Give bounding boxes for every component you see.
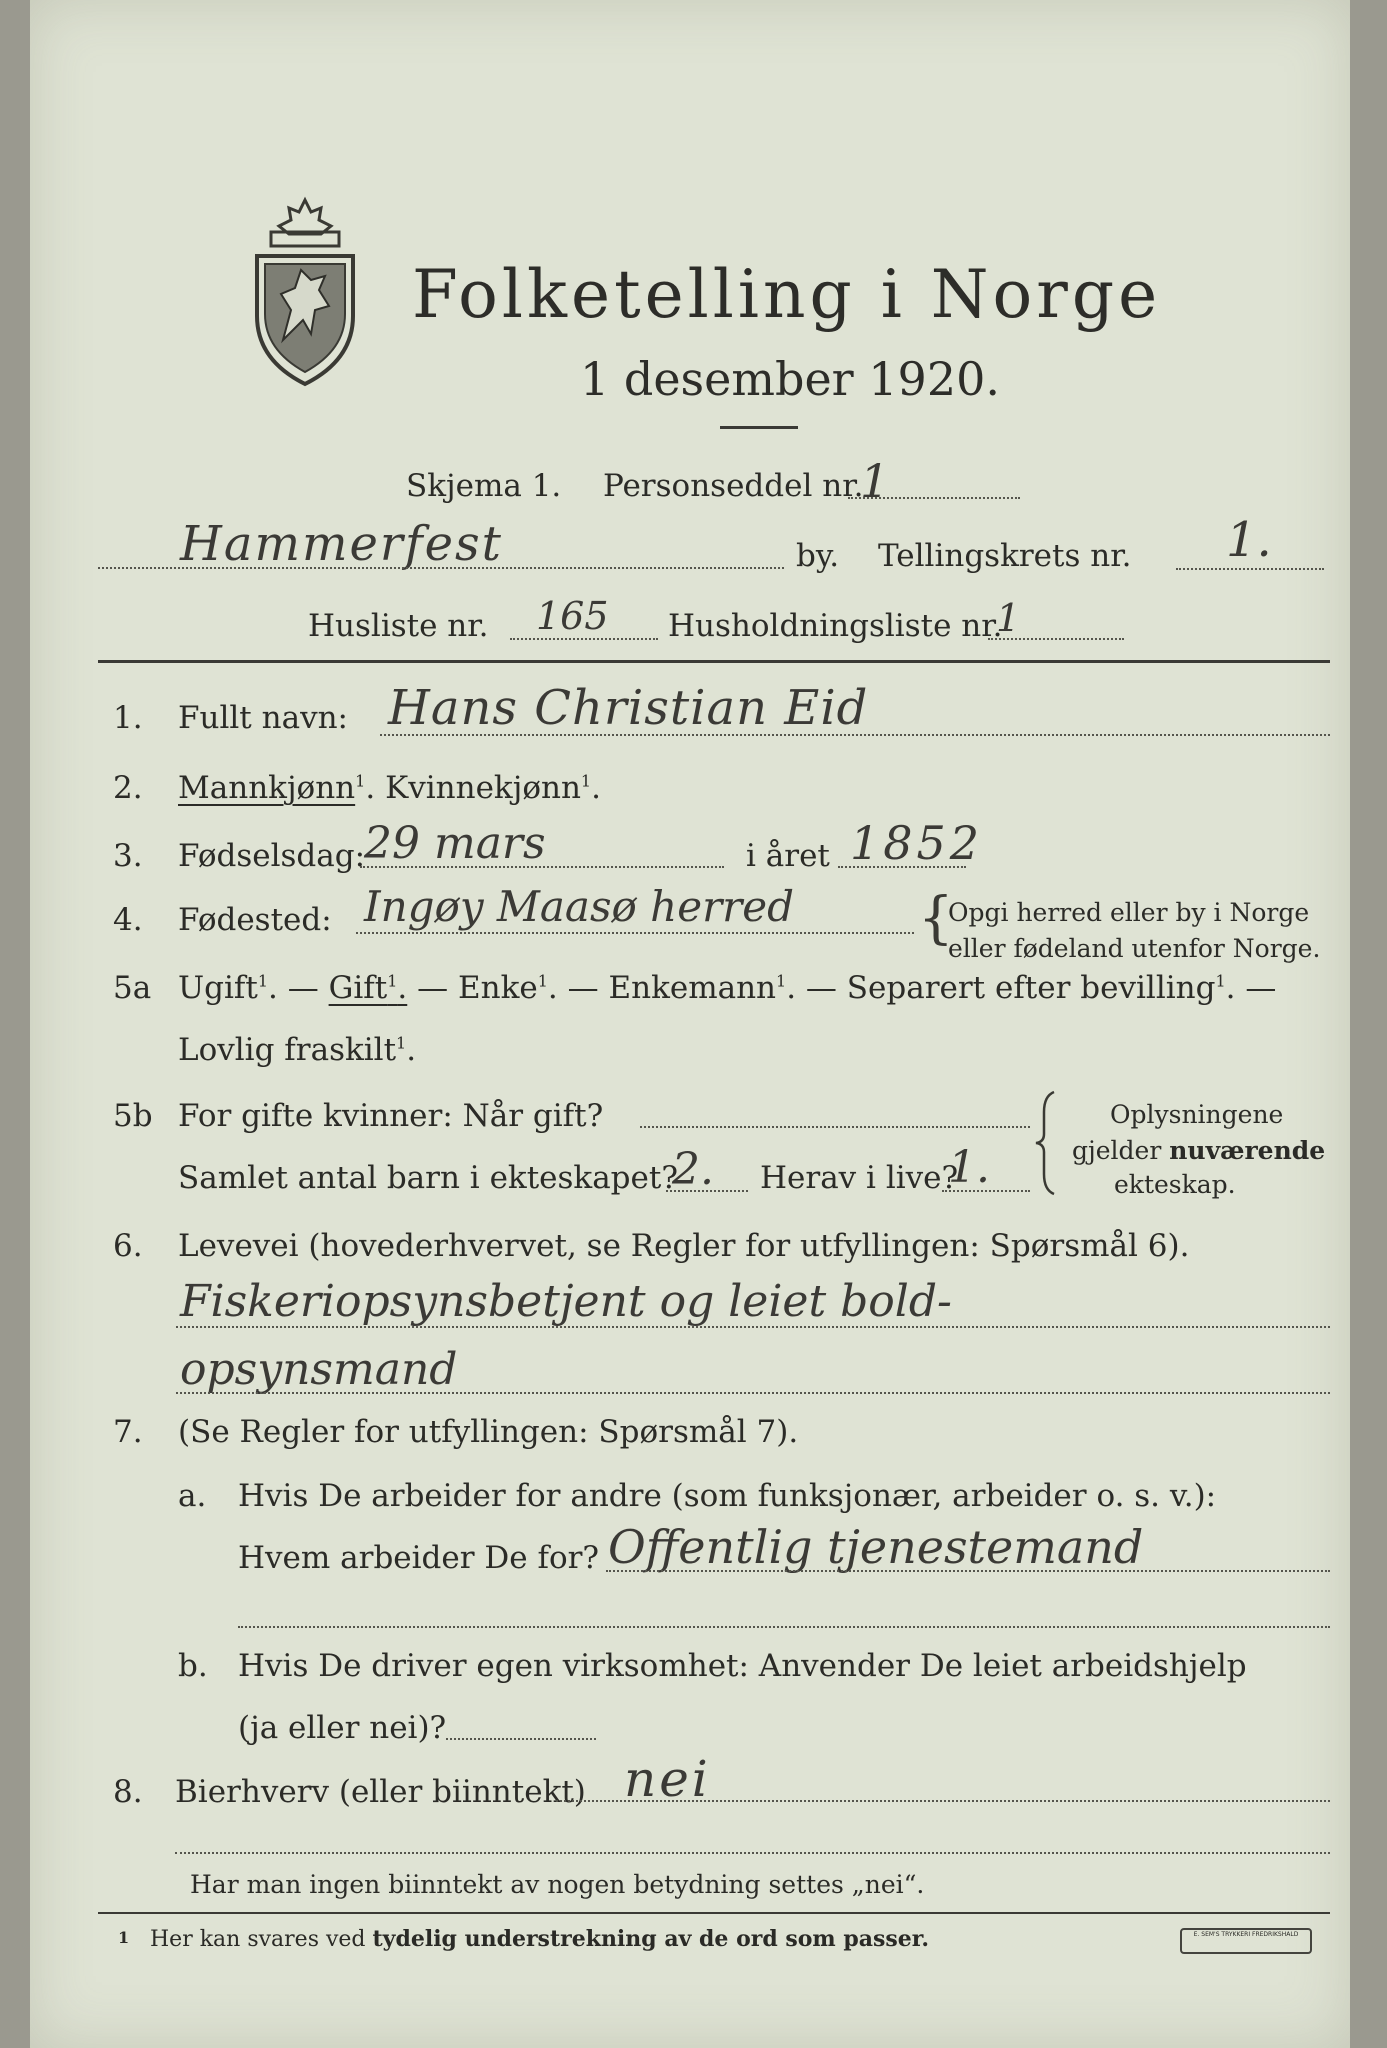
printer-stamp: E. SEM'S TRYKKERI FREDRIKSHALD xyxy=(1180,1928,1312,1954)
employer-line-2 xyxy=(238,1626,1330,1628)
q5b-number: 5b xyxy=(113,1098,153,1134)
marriage-note-3: ekteskap. xyxy=(1114,1170,1236,1199)
marital-enkemann-option[interactable]: Enkemann xyxy=(608,970,777,1006)
footnote-rule xyxy=(98,1912,1330,1914)
birthplace-value[interactable]: Ingøy Maasø herred xyxy=(364,882,794,931)
birth-year-line xyxy=(838,866,966,868)
husholdningsliste-value[interactable]: 1 xyxy=(996,596,1021,640)
full-name-value[interactable]: Hans Christian Eid xyxy=(388,680,869,736)
title-divider xyxy=(720,426,798,429)
tellingskrets-value[interactable]: 1. xyxy=(1226,512,1272,568)
marital-fraskilt-option[interactable]: Lovlig fraskilt$^1$. xyxy=(178,1032,417,1068)
birthplace-line xyxy=(356,932,914,934)
q4-number: 4. xyxy=(113,902,143,938)
census-form-page xyxy=(30,0,1350,2048)
children-line xyxy=(666,1190,748,1192)
q3-number: 3. xyxy=(113,838,143,874)
tellingskrets-label: Tellingskrets nr. xyxy=(878,538,1132,574)
census-date: 1 desember 1920. xyxy=(580,352,1000,406)
personseddel-line xyxy=(848,497,1020,499)
hired-help-label: (ja eller nei)? xyxy=(238,1710,447,1746)
q7-number: 7. xyxy=(113,1414,143,1450)
gender-female-option[interactable]: Kvinnekjønn xyxy=(385,770,581,806)
occupation-line-1 xyxy=(176,1326,1330,1328)
form-title: Folketelling i Norge xyxy=(412,256,1162,333)
coat-of-arms-icon xyxy=(243,190,367,390)
occupation-line-2 xyxy=(176,1392,1330,1394)
marriage-note-brace xyxy=(1034,1088,1062,1198)
q4-label: Fødested: xyxy=(178,902,332,938)
q7b-number: b. xyxy=(178,1648,208,1684)
birth-day-line xyxy=(360,866,724,868)
alive-line xyxy=(942,1190,1030,1192)
married-when-label: For gifte kvinner: Når gift? xyxy=(178,1098,604,1134)
footnote-text: Her kan svares ved tydelig understrekning av de ord som passer. xyxy=(150,1926,930,1952)
biinntekt-note: Har man ingen biinntekt av nogen betydning settes „nei“. xyxy=(190,1870,925,1899)
employer-label: Hvem arbeider De for? xyxy=(238,1540,600,1576)
married-when-line xyxy=(640,1126,1030,1128)
full-name-line xyxy=(380,734,1330,736)
q5a-number: 5a xyxy=(113,970,152,1006)
personseddel-value[interactable]: 1 xyxy=(860,454,890,508)
alive-label: Herav i live? xyxy=(760,1160,959,1196)
husholdningsliste-label: Husholdningsliste nr. xyxy=(668,608,1003,644)
employer-value[interactable]: Offentlig tjenestemand xyxy=(608,1520,1144,1574)
gender-male-option[interactable]: Mannkjønn xyxy=(178,770,356,806)
header-rule xyxy=(98,660,1330,663)
birthplace-brace: { xyxy=(918,886,954,951)
alive-value[interactable]: 1. xyxy=(948,1142,990,1193)
occupation-value-line-1[interactable]: Fiskeriopsynsbetjent og leiet bold- xyxy=(180,1276,952,1327)
q7b-label: Hvis De driver egen virksomhet: Anvender De leiet arbeidshjelp xyxy=(238,1648,1247,1684)
birth-year-value[interactable]: 1852 xyxy=(850,816,984,870)
tellingskrets-line xyxy=(1176,568,1324,570)
birthplace-note-2: eller fødeland utenfor Norge. xyxy=(948,934,1321,963)
side-income-value[interactable]: nei xyxy=(624,1750,711,1808)
year-label: i året xyxy=(746,838,830,874)
q8-number: 8. xyxy=(113,1774,143,1810)
q1-label: Fullt navn: xyxy=(178,700,348,736)
side-income-label: Bierhverv (eller biinntekt) xyxy=(175,1774,586,1810)
city-line xyxy=(98,567,784,569)
children-label: Samlet antal barn i ekteskapet? xyxy=(178,1160,678,1196)
gender-options: Mannkjønn$^1$. Kvinnekjønn$^1$. xyxy=(178,770,601,806)
q2-number: 2. xyxy=(113,770,143,806)
city-value[interactable]: Hammerfest xyxy=(180,516,503,572)
by-label: by. xyxy=(796,538,840,574)
children-value[interactable]: 2. xyxy=(672,1144,714,1195)
q7a-number: a. xyxy=(178,1478,207,1514)
q6-number: 6. xyxy=(113,1228,143,1264)
hired-help-line[interactable] xyxy=(446,1738,596,1740)
husliste-line xyxy=(510,638,658,640)
side-income-line-2 xyxy=(175,1852,1330,1854)
marital-separert-option[interactable]: Separert efter bevilling xyxy=(846,970,1216,1006)
skjema-label: Skjema 1. xyxy=(406,468,562,504)
occupation-value-line-2[interactable]: opsynsmand xyxy=(180,1344,458,1395)
side-income-line xyxy=(556,1800,1330,1802)
birthplace-note-1: Opgi herred eller by i Norge xyxy=(948,898,1310,927)
q3-label: Fødselsdag: xyxy=(178,838,366,874)
occupation-label: Levevei (hovederhvervet, se Regler for utfyllingen: Spørsmål 6). xyxy=(178,1228,1190,1264)
husholdningsliste-line xyxy=(988,638,1124,640)
marital-options: Ugift$^1$. — Gift$^1$. — Enke$^1$. — Enkemann$^1$. — Separert efter bevilling$^1$. — xyxy=(178,970,1277,1006)
footnote-number: 1 xyxy=(118,1928,130,1947)
q7a-label: Hvis De arbeider for andre (som funksjonær, arbeider o. s. v.): xyxy=(238,1478,1217,1514)
marriage-note-2: gjelder nuværende xyxy=(1072,1136,1326,1165)
birth-day-value[interactable]: 29 mars xyxy=(364,818,546,869)
marital-ugift-option[interactable]: Ugift xyxy=(178,970,258,1006)
q7-label: (Se Regler for utfyllingen: Spørsmål 7). xyxy=(178,1414,799,1450)
marital-enke-option[interactable]: Enke xyxy=(457,970,538,1006)
q1-number: 1. xyxy=(113,700,143,736)
husliste-value[interactable]: 165 xyxy=(536,594,609,638)
marriage-note-1: Oplysningene xyxy=(1110,1100,1284,1129)
husliste-label: Husliste nr. xyxy=(308,608,489,644)
personseddel-label: Personseddel nr. xyxy=(603,468,864,504)
employer-line xyxy=(606,1570,1330,1572)
marital-gift-option[interactable]: Gift$^1$. xyxy=(328,970,408,1006)
